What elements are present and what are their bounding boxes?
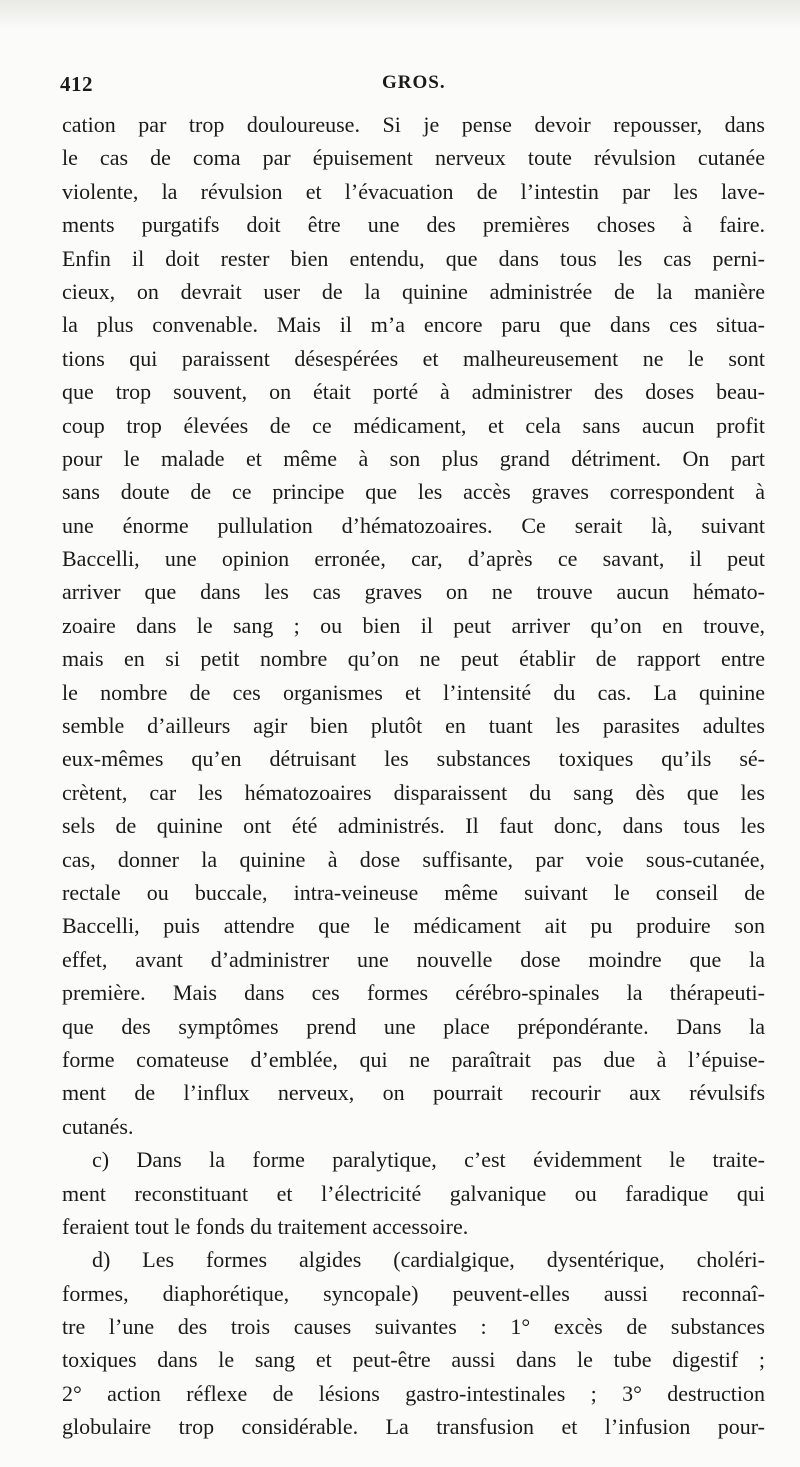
text-line: cutanés.	[62, 1113, 134, 1139]
page-edge-shadow	[0, 0, 800, 30]
text-line: coup trop élevées de ce médicament, et cela sans aucun profit	[62, 412, 765, 438]
text-line: que trop souvent, on était porté à administrer des doses beau-	[62, 379, 765, 405]
text-line: arriver que dans les cas graves on ne trouve aucun hémato-	[62, 579, 765, 605]
text-line: que des symptômes prend une place prépondérante. Dans la	[62, 1013, 765, 1039]
text-line: Baccelli, une opinion erronée, car, d’après ce savant, il peut	[62, 546, 765, 572]
text-line: d) Les formes algides (cardialgique, dysentérique, choléri-	[92, 1247, 765, 1273]
text-line: une énorme pullulation d’hématozoaires. Ce serait là, suivant	[62, 512, 765, 538]
text-line: Enfin il doit rester bien entendu, que dans tous les cas perni-	[62, 245, 765, 271]
text-line: Baccelli, puis attendre que le médicament ait pu produire son	[62, 913, 765, 939]
text-line: eux-mêmes qu’en détruisant les substances toxiques qu’ils sé-	[62, 746, 765, 772]
text-line: globulaire trop considérable. La transfusion et l’infusion pour-	[62, 1414, 765, 1440]
text-line: forme comateuse d’emblée, qui ne paraîtrait pas due à l’épuise-	[62, 1046, 765, 1072]
text-line: violente, la révulsion et l’évacuation de l’intestin par les lave-	[62, 178, 765, 204]
text-line: cation par trop douloureuse. Si je pense devoir repousser, dans	[62, 112, 765, 137]
text-line: semble d’ailleurs agir bien plutôt en tuant les parasites adultes	[62, 713, 765, 739]
text-line: sans doute de ce principe que les accès graves correspondent à	[62, 479, 765, 505]
text-line: sels de quinine ont été administrés. Il faut donc, dans tous les	[62, 813, 765, 839]
text-line: zoaire dans le sang ; ou bien il peut arriver qu’on en trouve,	[62, 612, 765, 638]
text-line: le cas de coma par épuisement nerveux toute révulsion cutanée	[62, 145, 765, 171]
text-line: effet, avant d’administrer une nouvelle dose moindre que la	[62, 946, 765, 972]
text-line: feraient tout le fonds du traitement accessoire.	[62, 1213, 469, 1239]
text-line: 2° action réflexe de lésions gastro-intestinales ; 3° destruction	[62, 1380, 765, 1406]
text-line: tre l’une des trois causes suivantes : 1° excès de substances	[62, 1314, 765, 1340]
text-line: rectale ou buccale, intra-veineuse même suivant le conseil de	[62, 879, 765, 905]
running-head: GROS.	[382, 72, 446, 93]
text-line: ments purgatifs doit être une des premières choses à faire.	[62, 212, 765, 238]
text-line: cieux, on devrait user de la quinine administrée de la manière	[62, 278, 765, 304]
text-line: première. Mais dans ces formes cérébro-spinales la thérapeuti-	[62, 980, 765, 1006]
text-line: le nombre de ces organismes et l’intensité du cas. La quinine	[62, 679, 765, 705]
text-line: mais en si petit nombre qu’on ne peut établir de rapport entre	[62, 646, 765, 672]
page-number: 412	[60, 72, 93, 96]
text-line: toxiques dans le sang et peut-être aussi dans le tube digestif ;	[62, 1347, 765, 1373]
text-line: c) Dans la forme paralytique, c’est évidemment le traite-	[92, 1147, 765, 1173]
text-line: crètent, car les hématozoaires disparaissent du sang dès que les	[62, 779, 765, 805]
page-header	[60, 72, 760, 100]
text-line: ment de l’influx nerveux, on pourrait recourir aux révulsifs	[62, 1080, 765, 1106]
text-line: tions qui paraissent désespérées et malheureusement ne le sont	[62, 345, 765, 371]
text-line: la plus convenable. Mais il m’a encore paru que dans ces situa-	[62, 312, 765, 338]
text-line: cas, donner la quinine à dose suffisante, par voie sous-cutanée,	[62, 846, 765, 872]
text-line: pour le malade et même à son plus grand détriment. On part	[62, 445, 765, 471]
text-line: formes, diaphorétique, syncopale) peuvent-elles aussi reconnaî-	[62, 1280, 765, 1306]
text-line: ment reconstituant et l’électricité galvanique ou faradique qui	[62, 1180, 765, 1206]
body-text	[62, 108, 765, 1444]
